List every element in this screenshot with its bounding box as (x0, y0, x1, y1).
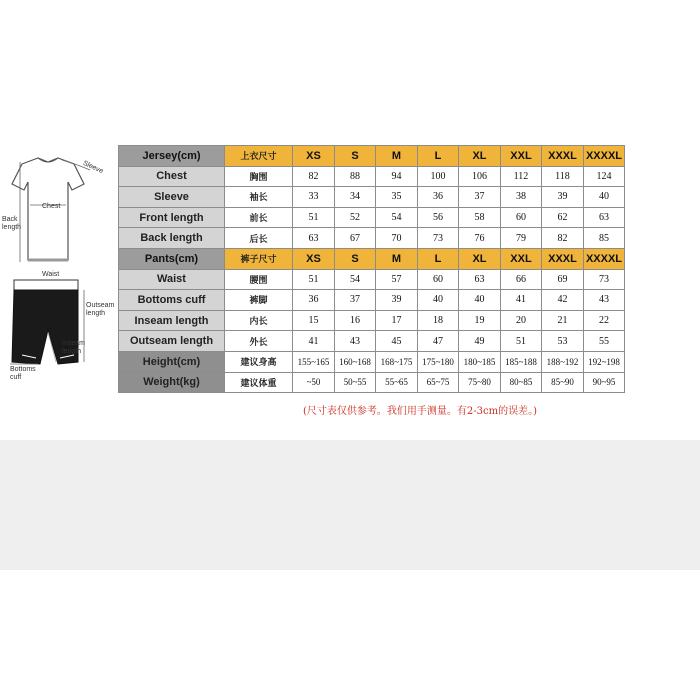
table-cell: 55~65 (376, 372, 418, 393)
table-cell: 60 (418, 269, 459, 290)
table-cell: 41 (501, 290, 542, 311)
table-cell: 60 (501, 207, 542, 228)
row-label: Outseam length (119, 331, 225, 352)
header-chinese-label: 上衣尺寸 (225, 146, 293, 167)
table-cell: 67 (335, 228, 376, 249)
table-cell: 85 (584, 228, 625, 249)
table-cell: 38 (501, 187, 542, 208)
table-cell: 76 (459, 228, 501, 249)
table-row (119, 290, 625, 311)
table-row (119, 351, 625, 372)
table-cell: 19 (459, 310, 501, 331)
pants-header-row (119, 248, 625, 269)
row-chinese-label: 内长 (225, 310, 293, 331)
table-cell: 106 (459, 166, 501, 187)
table-cell: 33 (293, 187, 335, 208)
table-cell: 34 (335, 187, 376, 208)
table-cell: 50~55 (335, 372, 376, 393)
table-cell: 39 (542, 187, 584, 208)
table-cell: 22 (584, 310, 625, 331)
row-label: Sleeve (119, 187, 225, 208)
table-cell: 40 (418, 290, 459, 311)
row-chinese-label: 胸围 (225, 166, 293, 187)
garment-diagram (0, 150, 120, 390)
table-cell: 16 (335, 310, 376, 331)
table-cell: 49 (459, 331, 501, 352)
table-cell: 39 (376, 290, 418, 311)
table-cell: 54 (335, 269, 376, 290)
table-cell: 56 (418, 207, 459, 228)
table-cell: 69 (542, 269, 584, 290)
table-cell: 20 (501, 310, 542, 331)
table-cell: 180~185 (459, 351, 501, 372)
table-cell: 35 (376, 187, 418, 208)
table-cell: 43 (584, 290, 625, 311)
back-length-label: Back length (2, 216, 22, 231)
table-cell: 40 (459, 290, 501, 311)
size-header-cell: XXL (501, 248, 542, 269)
table-cell: 175~180 (418, 351, 459, 372)
table-cell: 124 (584, 166, 625, 187)
table-cell: 65~75 (418, 372, 459, 393)
row-label: Waist (119, 269, 225, 290)
size-header-cell: XXL (501, 146, 542, 167)
size-header-cell: L (418, 146, 459, 167)
table-cell: 51 (293, 269, 335, 290)
table-cell: 51 (501, 331, 542, 352)
row-label: Height(cm) (119, 351, 225, 372)
table-cell: 57 (376, 269, 418, 290)
table-cell: 82 (293, 166, 335, 187)
table-cell: 36 (418, 187, 459, 208)
table-cell: 55 (584, 331, 625, 352)
table-cell: 21 (542, 310, 584, 331)
table-row (119, 269, 625, 290)
background-band (0, 440, 700, 570)
table-row (119, 187, 625, 208)
table-cell: 112 (501, 166, 542, 187)
header-label: Pants(cm) (119, 248, 225, 269)
table-cell: 36 (293, 290, 335, 311)
inseam-label: Inseam length (62, 340, 85, 355)
table-cell: 37 (459, 187, 501, 208)
table-cell: 185~188 (501, 351, 542, 372)
size-header-cell: XS (293, 146, 335, 167)
sleeve-label: Sleeve (81, 159, 105, 176)
table-cell: 63 (584, 207, 625, 228)
size-chart-table (118, 145, 625, 393)
table-cell: 73 (584, 269, 625, 290)
table-row (119, 372, 625, 393)
table-cell: 62 (542, 207, 584, 228)
table-cell: 45 (376, 331, 418, 352)
size-header-cell: XXXXL (584, 146, 625, 167)
size-header-cell: XL (459, 146, 501, 167)
size-header-cell: S (335, 146, 376, 167)
row-chinese-label: 后长 (225, 228, 293, 249)
table-cell: 63 (459, 269, 501, 290)
size-header-cell: XS (293, 248, 335, 269)
table-cell: 75~80 (459, 372, 501, 393)
table-row (119, 228, 625, 249)
row-label: Bottoms cuff (119, 290, 225, 311)
table-cell: 160~168 (335, 351, 376, 372)
row-label: Chest (119, 166, 225, 187)
table-cell: 54 (376, 207, 418, 228)
table-cell: 15 (293, 310, 335, 331)
table-cell: 118 (542, 166, 584, 187)
size-header-cell: M (376, 248, 418, 269)
table-cell: 188~192 (542, 351, 584, 372)
table-cell: 18 (418, 310, 459, 331)
table-cell: 155~165 (293, 351, 335, 372)
row-chinese-label: 前长 (225, 207, 293, 228)
table-row (119, 166, 625, 187)
row-chinese-label: 建议体重 (225, 372, 293, 393)
table-cell: ~50 (293, 372, 335, 393)
row-chinese-label: 裤脚 (225, 290, 293, 311)
table-cell: 63 (293, 228, 335, 249)
size-header-cell: XXXL (542, 146, 584, 167)
table-cell: 66 (501, 269, 542, 290)
table-cell: 52 (335, 207, 376, 228)
table-cell: 168~175 (376, 351, 418, 372)
row-label: Weight(kg) (119, 372, 225, 393)
table-cell: 88 (335, 166, 376, 187)
bottoms-cuff-label: Bottoms cuff (10, 366, 36, 381)
row-chinese-label: 建议身高 (225, 351, 293, 372)
row-chinese-label: 袖长 (225, 187, 293, 208)
chest-label: Chest (42, 203, 61, 210)
table-cell: 192~198 (584, 351, 625, 372)
table-cell: 41 (293, 331, 335, 352)
size-header-cell: M (376, 146, 418, 167)
table-cell: 79 (501, 228, 542, 249)
size-disclaimer-note: (尺寸表仅供参考。我们用手测量。有2-3cm的误差。) (303, 406, 537, 417)
jersey-header-row (119, 146, 625, 167)
table-cell: 90~95 (584, 372, 625, 393)
table-row (119, 331, 625, 352)
size-header-cell: S (335, 248, 376, 269)
size-header-cell: XXXXL (584, 248, 625, 269)
row-label: Front length (119, 207, 225, 228)
table-cell: 53 (542, 331, 584, 352)
table-cell: 40 (584, 187, 625, 208)
table-row (119, 207, 625, 228)
row-label: Inseam length (119, 310, 225, 331)
size-header-cell: XXXL (542, 248, 584, 269)
table-row (119, 310, 625, 331)
table-cell: 42 (542, 290, 584, 311)
table-cell: 58 (459, 207, 501, 228)
header-label: Jersey(cm) (119, 146, 225, 167)
table-cell: 17 (376, 310, 418, 331)
header-chinese-label: 裤子尺寸 (225, 248, 293, 269)
table-cell: 37 (335, 290, 376, 311)
table-cell: 85~90 (542, 372, 584, 393)
table-cell: 47 (418, 331, 459, 352)
table-cell: 94 (376, 166, 418, 187)
table-cell: 100 (418, 166, 459, 187)
row-label: Back length (119, 228, 225, 249)
waist-label: Waist (42, 271, 60, 278)
garment-illustration (0, 150, 120, 390)
table-cell: 51 (293, 207, 335, 228)
size-header-cell: L (418, 248, 459, 269)
table-cell: 70 (376, 228, 418, 249)
table-cell: 73 (418, 228, 459, 249)
table-cell: 43 (335, 331, 376, 352)
size-header-cell: XL (459, 248, 501, 269)
row-chinese-label: 外长 (225, 331, 293, 352)
outseam-label: Outseam length (86, 302, 115, 317)
table-cell: 82 (542, 228, 584, 249)
table-cell: 80~85 (501, 372, 542, 393)
row-chinese-label: 腰围 (225, 269, 293, 290)
